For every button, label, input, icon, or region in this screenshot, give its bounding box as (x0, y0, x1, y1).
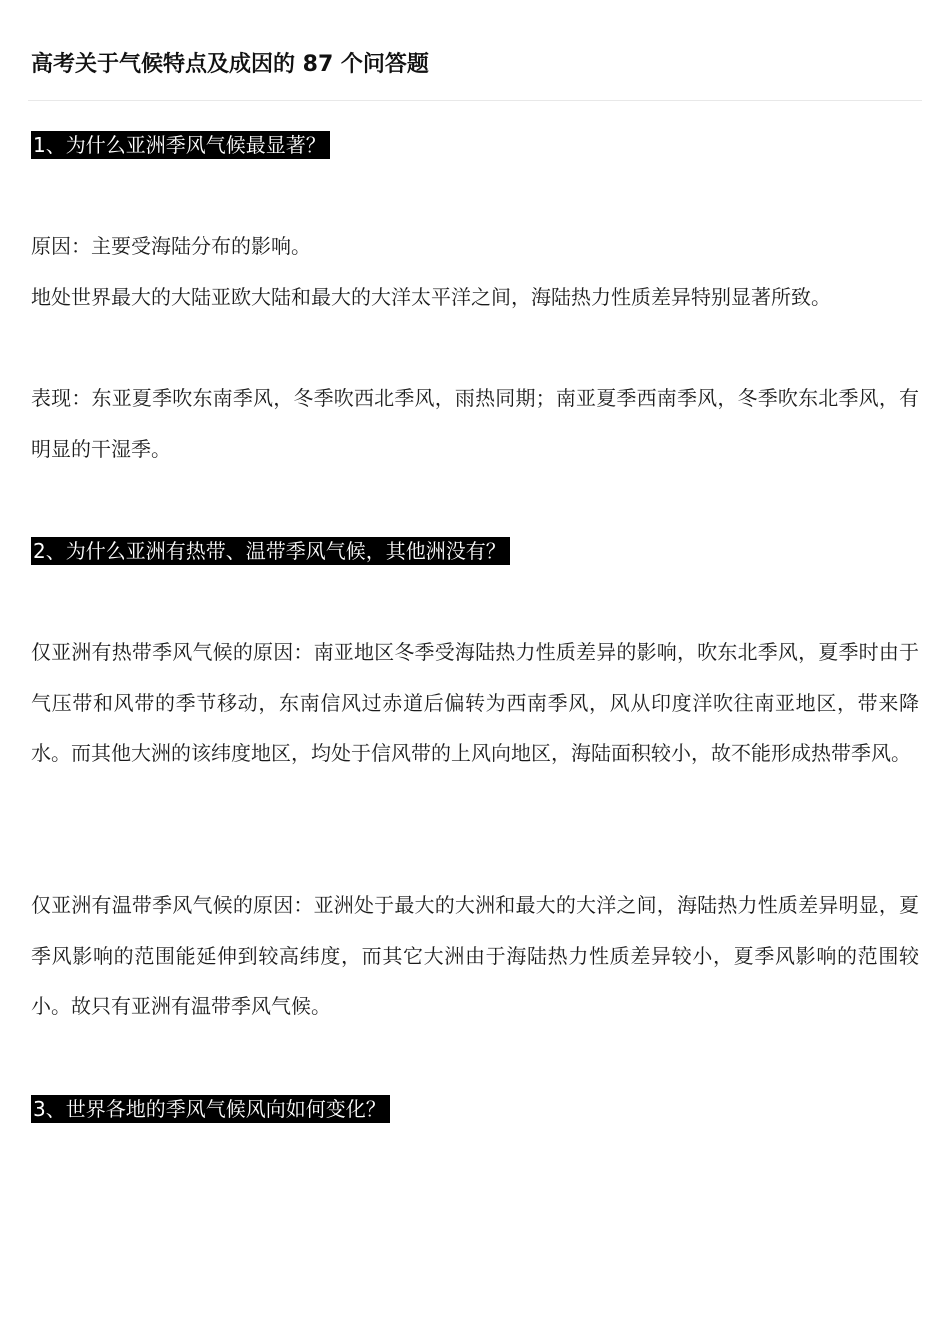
title-divider (28, 100, 922, 101)
question-2-heading: 2、为什么亚洲有热带、温带季风气候，其他洲没有？ (31, 537, 510, 565)
document-title: 高考关于气候特点及成因的 87 个问答题 (31, 52, 429, 77)
question-1-paragraph-3: 表现：东亚夏季吹东南季风，冬季吹西北季风，雨热同期；南亚夏季西南季风，冬季吹东北季风，有明显的干湿季。 (31, 386, 919, 461)
question-2-paragraph-1: 仅亚洲有热带季风气候的原因：南亚地区冬季受海陆热力性质差异的影响，吹东北季风，夏季时由于气压带和风带的季节移动，东南信风过赤道后偏转为西南季风，风从印度洋吹往南亚地区，带来降水。而其他大洲的该纬度地区，均处于信风带的上风向地区，海陆面积较小，故不能形成热带季风。 (31, 640, 919, 765)
question-1-paragraph-2: 地处世界最大的大陆亚欧大陆和最大的大洋太平洋之间，海陆热力性质差异特别显著所致。 (31, 285, 831, 309)
question-3-heading: 3、世界各地的季风气候风向如何变化？ (31, 1095, 390, 1123)
question-1-heading: 1、为什么亚洲季风气候最显著？ (31, 131, 330, 159)
question-2-paragraph-2: 仅亚洲有温带季风气候的原因：亚洲处于最大的大洲和最大的大洋之间，海陆热力性质差异明显，夏季风影响的范围能延伸到较高纬度，而其它大洲由于海陆热力性质差异较小，夏季风影响的范围较小。故只有亚洲有温带季风气候。 (31, 893, 919, 1018)
question-1-paragraph-1: 原因：主要受海陆分布的影响。 (31, 234, 311, 258)
